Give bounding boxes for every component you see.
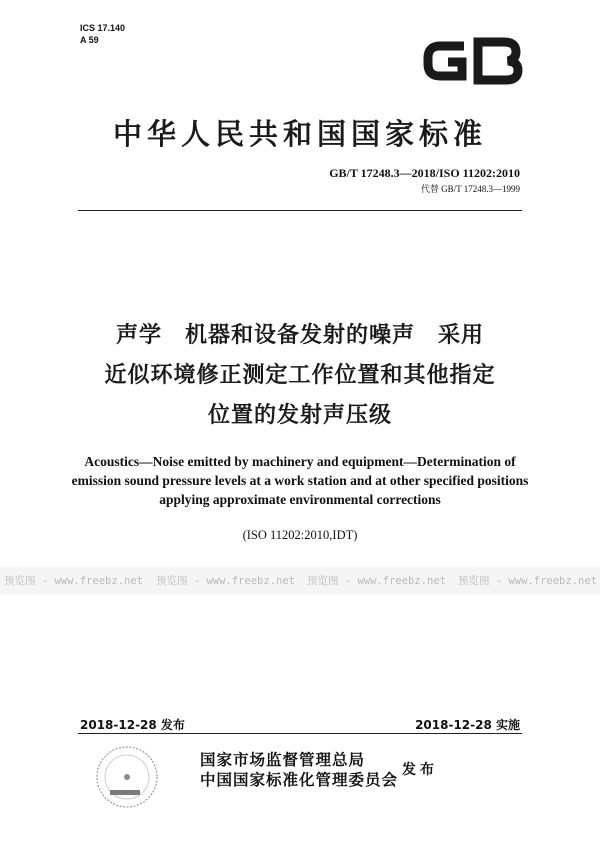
- implementation-date: 2018-12-28 实施: [415, 718, 520, 732]
- title-en-line-3: applying approximate environmental corrections: [159, 492, 441, 507]
- ccs-code: A 59: [80, 35, 99, 45]
- standard-number: GB/T 17248.3—2018/ISO 11202:2010: [329, 166, 520, 180]
- watermark-text: 预览图 - www.freebz.net: [458, 575, 597, 587]
- footer-divider: [78, 733, 522, 734]
- watermark-text: 预览图 - www.freebz.net: [156, 575, 295, 587]
- title-cn-line-2: 近似环境修正测定工作位置和其他指定: [104, 363, 496, 388]
- issue-label: 发布: [402, 762, 438, 778]
- title-cn-line-3: 位置的发射声压级: [207, 403, 392, 428]
- title-en-line-1: Acoustics—Noise emitted by machinery and equipment—Determination of: [84, 454, 516, 469]
- replaces-note: 代替 GB/T 17248.3—1999: [420, 184, 520, 194]
- issuer-2: 中国国家标准化管理委员会: [200, 770, 399, 789]
- official-seal-stamp: [92, 742, 162, 812]
- watermark-text: 预览图 - www.freebz.net: [4, 575, 143, 587]
- header-divider: [78, 210, 522, 211]
- title-cn-line-1: 声学 机器和设备发射的噪声 采用: [115, 323, 484, 348]
- publish-date: 2018-12-28 发布: [80, 718, 185, 732]
- classification-codes: [80, 22, 125, 46]
- watermark-text: 预览图 - www.freebz.net: [307, 575, 446, 587]
- title-en: [60, 452, 540, 509]
- title-en-line-2: emission sound pressure levels at a work station and at other specified positions: [71, 473, 529, 488]
- watermark-band: [0, 567, 600, 595]
- ics-code: ICS 17.140: [80, 23, 126, 33]
- gb-logo: [418, 34, 528, 88]
- standard-category-title: 中华人民共和国国家标准: [112, 117, 487, 151]
- issuer-1: 国家市场监督管理总局: [200, 750, 366, 769]
- iso-equivalence: (ISO 11202:2010,IDT): [242, 528, 358, 542]
